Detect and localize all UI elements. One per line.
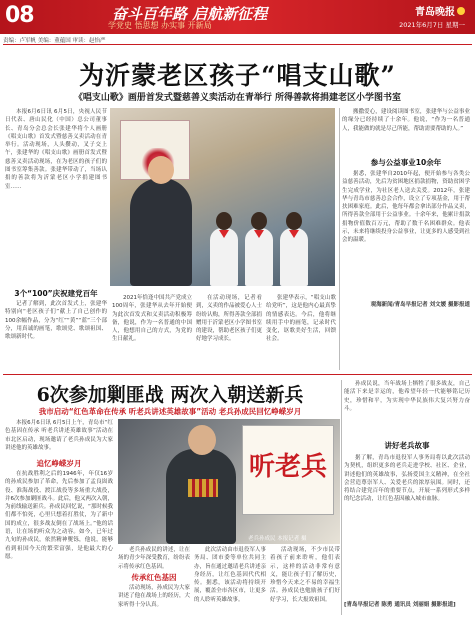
top-banner <box>0 0 475 34</box>
column-separator <box>341 380 342 615</box>
section-title-memory: 追忆峥嵘岁月 <box>36 459 82 468</box>
article2-col-b2: 老兵孙成民的讲述，让在场的青少年深受教育，纷纷表示将传承红色基因。 <box>118 547 190 570</box>
article1-right-col1: 搬撒爱心，建设阅读图书室，张建华与公益事业的缘分已经持续了十余年。他说，“作为一名普通人，我能做的就是尽己所能，帮助需要帮助的人。” <box>342 109 470 132</box>
banner-slogan: 奋斗百年路 启航新征程 <box>112 5 268 23</box>
article1-col-b3: 在活动现场，记者看到，义卖的作品被爱心人士纷纷认购，所得善款全部捐赠用于沂蒙老区小学图书室的建设，帮助老区孩子们更好地学习成长。 <box>196 295 262 343</box>
article1-col-b4: 张建华表示，“唱支山歌给党听”，这是他内心最真挚的情感表达。今后，他将继续用手中的画笔，记录时代变化，讴歌美好生活，回馈社会。 <box>266 295 336 343</box>
newspaper-logo <box>415 3 465 18</box>
photo-sign-board <box>242 425 334 515</box>
article1-col-b2: 2021年恰逢中国共产党成立100周年，张建华从去年开始便为此次首发式和义卖活动积极筹备，他说，作为一名普通的中国人，他想用自己的方式，为党的生日献礼。 <box>112 295 192 343</box>
article2-photo <box>118 419 340 544</box>
page-number: 08 <box>5 3 34 28</box>
article1-photo <box>110 108 335 286</box>
photo-man <box>130 178 192 286</box>
column-separator <box>339 108 340 370</box>
photo-caption: 老兵孙成民 本报记者 摄 <box>248 536 307 542</box>
article1-right-col2: 据悉，张建华自2010年起，便开始参与各类公益慈善活动，先后为贫困地区捐款捐物，资助贫困学生完成学业，为社区老人送去关爱。2012年，张建华与青岛市慈善总会合作，设立了专项基金，用于帮扶困难家庭。此后，他每年都会拿出部分作品义卖，所得善款全部用于公益事业。十余年来，他累计捐款捐物价值数百万元，帮助了数千名困难群众。他表示，未来将继续投身公益事业，让更多的人感受到社会的温暖。 <box>342 171 470 244</box>
article2-col-b4: 活动现场，不少市民带着孩子前来聆听，他们表示，这样的活动非常有意义，能让孩子们了解历史，珍惜今天来之不易的幸福生活。孙成民也勉励孩子们好好学习，长大报效祖国。 <box>270 547 340 603</box>
article1-byline: 观海新闻/青岛早报记者 刘文媛 摄影报道 <box>370 302 470 308</box>
article1-lead: 本报6月6日讯 6月5日，央视人民节日代表、唐山民化（中国）总公司董事长、青岛分会总会长张建华将个人画册《唱支山歌》首发式暨慈善义卖活动在青举行。活动现场，人头攒动，叉子交上午，张建华的《唱支山歌》画册首发式暨慈善义卖活动现场，在为老区的孩子们的图书室筹集善款。张建华带动了，当场认捐的善款将为沂蒙老区小学捐建图书室…… <box>5 109 107 190</box>
article2-lead: 本报6月6日讯 6月5日上午，青岛市“红色基因在传承 听老兵讲述英雄故事”活动在市北区启动，现场邀请了老兵孙成民为大家讲述他的英雄故事。 <box>5 420 113 451</box>
logo-text: 青岛晚报 <box>415 7 455 18</box>
article2-right-col-a: 孙成民说，当年战场上牺牲了很多战友，自己能活下来是幸运的，他希望年轻一代能够铭记历史，珍惜和平，为实现中华民族伟大复兴努力奋斗。 <box>344 381 470 412</box>
photo-medals <box>188 479 218 497</box>
article1-lead-box <box>5 108 107 268</box>
article2-right-col-b: 据了解，青岛市退役军人事务局将以此次活动为契机，组织更多的老兵走进学校、社区、企业，讲述他们的英雄故事，弘扬爱国主义精神，在全社会营造尊崇军人、关爱老兵的浓厚氛围。同时，还将结合建党百年的重要节点，开展一系列形式多样的纪念活动，让红色基因融入城市血脉。 <box>344 455 470 503</box>
subhead-1: 《唱支山歌》画册首发式暨慈善义卖活动在青举行 所得善款将捐建老区小学图书室 <box>73 93 402 103</box>
editor-credits: 责编：卢军帆 美编：董蕴国 审读：赵怡严 <box>3 38 106 44</box>
section-title-100: 3个“100”庆祝建党百年 <box>14 289 98 298</box>
article1-col-b1: 记者了解到，此次首发式上，张建华特别向“老区孩子们”献上了自己创作的100余幅作品，分为“红”“黄”“蓝”三个部分，用真诚的画笔，歌颂党、歌颂祖国、歌颂新时代。 <box>5 301 107 341</box>
section-title-talk: 讲好老兵故事 <box>384 441 430 450</box>
headline-2: 6次参加剿匪战 两次入朝送新兵 <box>36 384 304 406</box>
issue-date: 2021年6月7日 星期一 <box>399 21 465 29</box>
photo-child <box>280 228 308 286</box>
section-title-public-welfare: 参与公益事业10余年 <box>370 158 442 167</box>
article2-col-b2b: 活动现场，孙成民为大家讲述了他在战场上的经历，大家听得十分认真。 <box>118 585 190 608</box>
photo-child <box>210 228 238 286</box>
article2-col-b3: 此次活动由市退役军人事务局、团市委等单位共同主办，旨在通过邀请老兵讲述亲身经历，让红色基因代代相传。据悉，该活动将持续开展，覆盖全市各区市，让更多的人聆听英雄故事。 <box>194 547 266 603</box>
section-title-spirit: 传承红色基因 <box>131 573 177 582</box>
subhead-2: 我市启动“红色革命在传承 听老兵讲述英雄故事”活动 老兵孙成民回忆峥嵘岁月 <box>38 407 302 416</box>
top-divider <box>3 44 472 45</box>
flame-icon <box>457 7 465 15</box>
banner-subslogan: 学党史 悟思想 办实事 开新局 <box>108 21 212 30</box>
mid-divider <box>3 374 472 375</box>
article2-memory-col: 在抗战胜利之后的1946年，年仅16岁的孙成民参加了革命，先后参加了孟良崮战役、淮海战役、渡江战役等多场重大战役，并6次参加剿匪战斗。此后，他又两次入朝，为前线输送新兵。孙成民回忆说，“那时候我们都不怕死，心里只想着打胜仗，为了新中国的成立，很多战友倒在了战场上。”他的话语，让在场的听众为之动容。如今，已年过九旬的孙成民，依然精神矍铄，他说，能够看到祖国今天的繁荣富强，是他最大的心愿。 <box>5 471 113 560</box>
photo-child <box>245 228 273 286</box>
sign-board-text: 听老兵 <box>249 452 328 482</box>
article2-byline: [青岛早报记者 陈勇 通讯员 刘丽娟 摄影报道] <box>344 602 456 608</box>
headline-1: 为沂蒙老区孩子“唱支山歌” <box>79 61 396 90</box>
